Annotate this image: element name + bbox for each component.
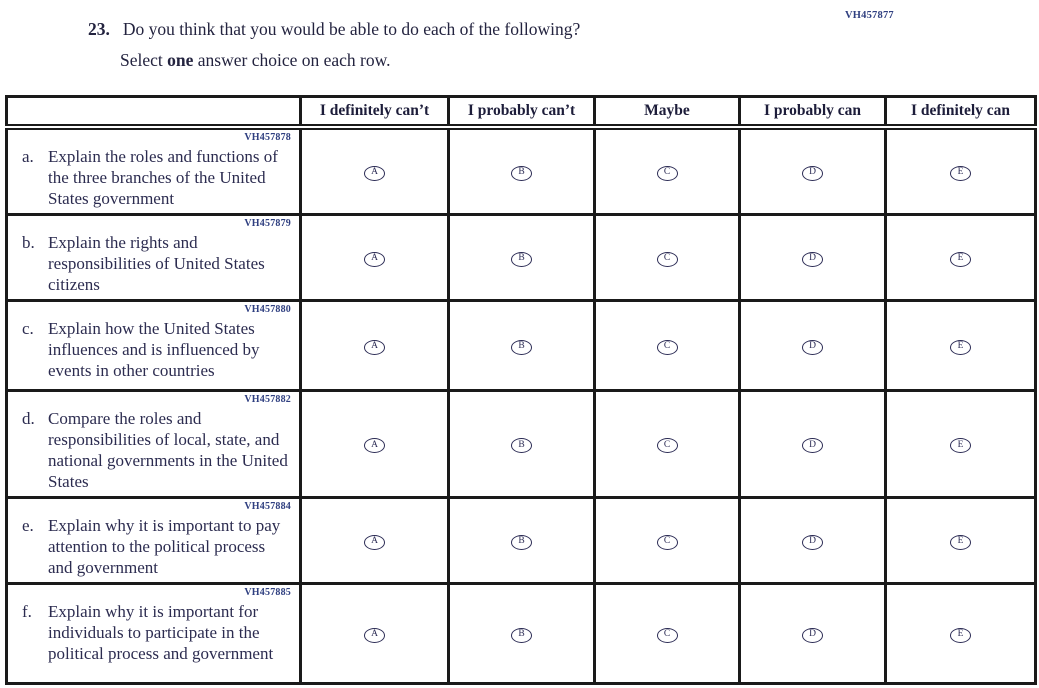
table-row-d [7,390,1036,497]
item-letter: a. [22,146,34,166]
answer-cell [301,583,449,683]
answer-cell [449,127,595,215]
answer-cell [886,390,1036,497]
answer-bubble-e[interactable]: E [950,438,971,453]
answer-cell [595,583,740,683]
answer-cell [740,390,886,497]
answer-cell [301,127,449,215]
statement-cell [7,497,301,583]
instruction-post: answer choice on each row. [193,50,391,70]
column-header-probably-cant: I probably can’t [449,97,595,127]
item-code: VH457882 [244,393,291,405]
answer-bubble-e[interactable]: E [950,340,971,355]
answer-cell [886,300,1036,390]
answer-cell [301,214,449,300]
answer-cell [595,214,740,300]
answer-bubble-b[interactable]: B [511,340,532,355]
answer-cell [595,497,740,583]
answer-bubble-e[interactable]: E [950,628,971,643]
answer-bubble-c[interactable]: C [657,252,678,267]
instruction-pre: Select [120,50,168,70]
statement [22,230,291,295]
item-code: VH457884 [244,500,291,512]
statement [22,316,291,381]
answer-bubble-c[interactable]: C [657,166,678,181]
answer-bubble-a[interactable]: A [364,252,385,267]
table-row-f [7,583,1036,683]
answer-bubble-e[interactable]: E [950,535,971,550]
answer-bubble-b[interactable]: B [511,252,532,267]
answer-bubble-c[interactable]: C [657,438,678,453]
answer-bubble-d[interactable]: D [802,628,823,643]
answer-cell [449,583,595,683]
item-code: VH457885 [244,586,291,598]
item-text: Explain why it is important to pay attention to the political process and government [48,515,281,577]
answer-cell [449,390,595,497]
answer-cell [449,300,595,390]
answer-cell [449,214,595,300]
statement [22,599,291,664]
column-header-definitely-cant: I definitely can’t [301,97,449,127]
item-text: Explain why it is important for individuals to participate in the political process and government [48,601,274,663]
item-text: Explain the rights and responsibilities of United States citizens [48,232,265,294]
page-accession-code: VH457877 [845,10,894,21]
answer-cell [595,300,740,390]
question-number: 23. [88,19,110,39]
answer-cell [886,214,1036,300]
answer-cell [740,127,886,215]
answer-cell [886,497,1036,583]
item-code: VH457880 [244,303,291,315]
answer-cell [301,390,449,497]
item-letter: f. [22,601,32,621]
answer-bubble-c[interactable]: C [657,340,678,355]
table-row-a [7,127,1036,215]
answer-cell [740,300,886,390]
answer-bubble-a[interactable]: A [364,438,385,453]
item-code: VH457879 [244,217,291,229]
item-letter: d. [22,408,35,428]
item-text: Explain the roles and functions of the three branches of the United States government [48,146,278,208]
column-header-maybe: Maybe [595,97,740,127]
header-empty-cell [7,97,301,127]
answer-bubble-b[interactable]: B [511,166,532,181]
item-text: Explain how the United States influences and is influenced by events in other countries [48,318,260,380]
item-code: VH457878 [244,131,291,143]
answer-bubble-a[interactable]: A [364,166,385,181]
answer-bubble-d[interactable]: D [802,535,823,550]
answer-cell [740,497,886,583]
answer-cell [595,390,740,497]
answer-bubble-a[interactable]: A [364,628,385,643]
column-header-definitely-can: I definitely can [886,97,1036,127]
answer-bubble-d[interactable]: D [802,340,823,355]
column-header-probably-can: I probably can [740,97,886,127]
table-row-b [7,214,1036,300]
statement [22,513,291,578]
answer-bubble-b[interactable]: B [511,628,532,643]
item-text: Compare the roles and responsibilities of local, state, and national governments in the United States [48,408,288,491]
statement-cell [7,390,301,497]
statement [22,406,291,492]
answer-bubble-c[interactable]: C [657,535,678,550]
question-text: Do you think that you would be able to do each of the following? [122,19,581,39]
answer-bubble-d[interactable]: D [802,438,823,453]
item-letter: e. [22,515,34,535]
table-row-c [7,300,1036,390]
answer-bubble-a[interactable]: A [364,535,385,550]
item-letter: c. [22,318,34,338]
answer-bubble-d[interactable]: D [802,166,823,181]
answer-cell [886,583,1036,683]
question-instruction [120,50,391,71]
answer-bubble-a[interactable]: A [364,340,385,355]
question [88,19,580,40]
answer-cell [301,300,449,390]
header-row [7,97,1036,127]
answer-grid [5,95,1037,685]
statement [22,144,291,209]
answer-bubble-e[interactable]: E [950,166,971,181]
table-row-e [7,497,1036,583]
answer-bubble-e[interactable]: E [950,252,971,267]
answer-cell [740,583,886,683]
instruction-bold-one: one [167,50,194,70]
answer-bubble-d[interactable]: D [802,252,823,267]
statement-cell [7,214,301,300]
answer-cell [449,497,595,583]
statement-cell [7,300,301,390]
answer-bubble-b[interactable]: B [511,535,532,550]
answer-bubble-c[interactable]: C [657,628,678,643]
answer-cell [740,214,886,300]
answer-bubble-b[interactable]: B [511,438,532,453]
item-letter: b. [22,232,35,252]
answer-cell [301,497,449,583]
answer-cell [595,127,740,215]
statement-cell [7,127,301,215]
statement-cell [7,583,301,683]
answer-cell [886,127,1036,215]
